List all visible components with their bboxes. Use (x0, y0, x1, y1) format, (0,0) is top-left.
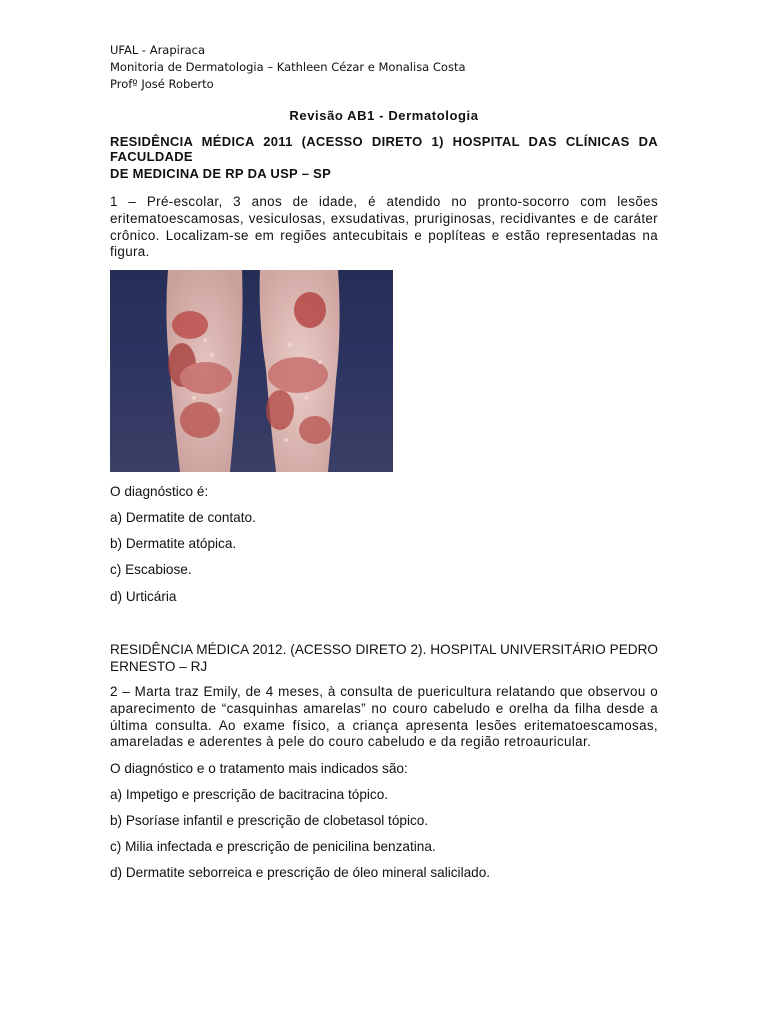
q2-source-heading: RESIDÊNCIA MÉDICA 2012. (ACESSO DIRETO 2). HOSPITAL UNIVERSITÁRIO PEDRO ERNESTO – RJ (110, 642, 658, 674)
q1-source-line1: RESIDÊNCIA MÉDICA 2011 (ACESSO DIRETO 1) HOSPITAL DAS CLÍNICAS DA FACULDADE (110, 134, 658, 164)
q1-source-heading (110, 134, 658, 166)
q2-option-d: d) Dermatite seborreica e prescrição de óleo mineral salicilado. (110, 865, 491, 880)
document-title: Revisão AB1 - Dermatologia (289, 108, 479, 123)
q2-option-a: a) Impetigo e prescrição de bacitracina tópico. (110, 787, 389, 802)
document-header (110, 42, 658, 93)
q1-option-b: b) Dermatite atópica. (110, 536, 237, 551)
header-monitors: Monitoria de Dermatologia – Kathleen Cézar e Monalisa Costa (110, 60, 466, 74)
clinical-photo (110, 270, 393, 472)
q2-option-b: b) Psoríase infantil e prescrição de clobetasol tópico. (110, 813, 429, 828)
q1-option-c: c) Escabiose. (110, 562, 192, 577)
legs-illustration (110, 270, 393, 472)
q2-prompt: O diagnóstico e o tratamento mais indicados são: (110, 761, 408, 776)
q1-source-heading-line2: DE MEDICINA DE RP DA USP – SP (110, 166, 332, 181)
q1-text: 1 – Pré-escolar, 3 anos de idade, é atendido no pronto-socorro com lesões eritematoescamosas, vesiculosas, exsudativas, pruriginosas, recidivantes e de caráter crônico. Localizam-se em regiões antecubitais e poplíteas e estão representadas na figura. (110, 194, 658, 260)
q2-option-c: c) Milia infectada e prescrição de penicilina benzatina. (110, 839, 436, 854)
q1-option-d: d) Urticária (110, 589, 177, 604)
header-professor: Profº José Roberto (110, 77, 214, 91)
q2-text: 2 – Marta traz Emily, de 4 meses, à consulta de puericultura relatando que observou o aparecimento de “casquinhas amarelas” no couro cabeludo e orelha da filha desde a última consulta. Ao exame físico, a criança apresenta lesões eritematoescamosas, amareladas e aderentes à pele do couro cabeludo e da região retroauricular. (110, 684, 658, 750)
q1-prompt: O diagnóstico é: (110, 484, 209, 499)
header-institution: UFAL - Arapiraca (110, 43, 205, 57)
q1-option-a: a) Dermatite de contato. (110, 510, 256, 525)
